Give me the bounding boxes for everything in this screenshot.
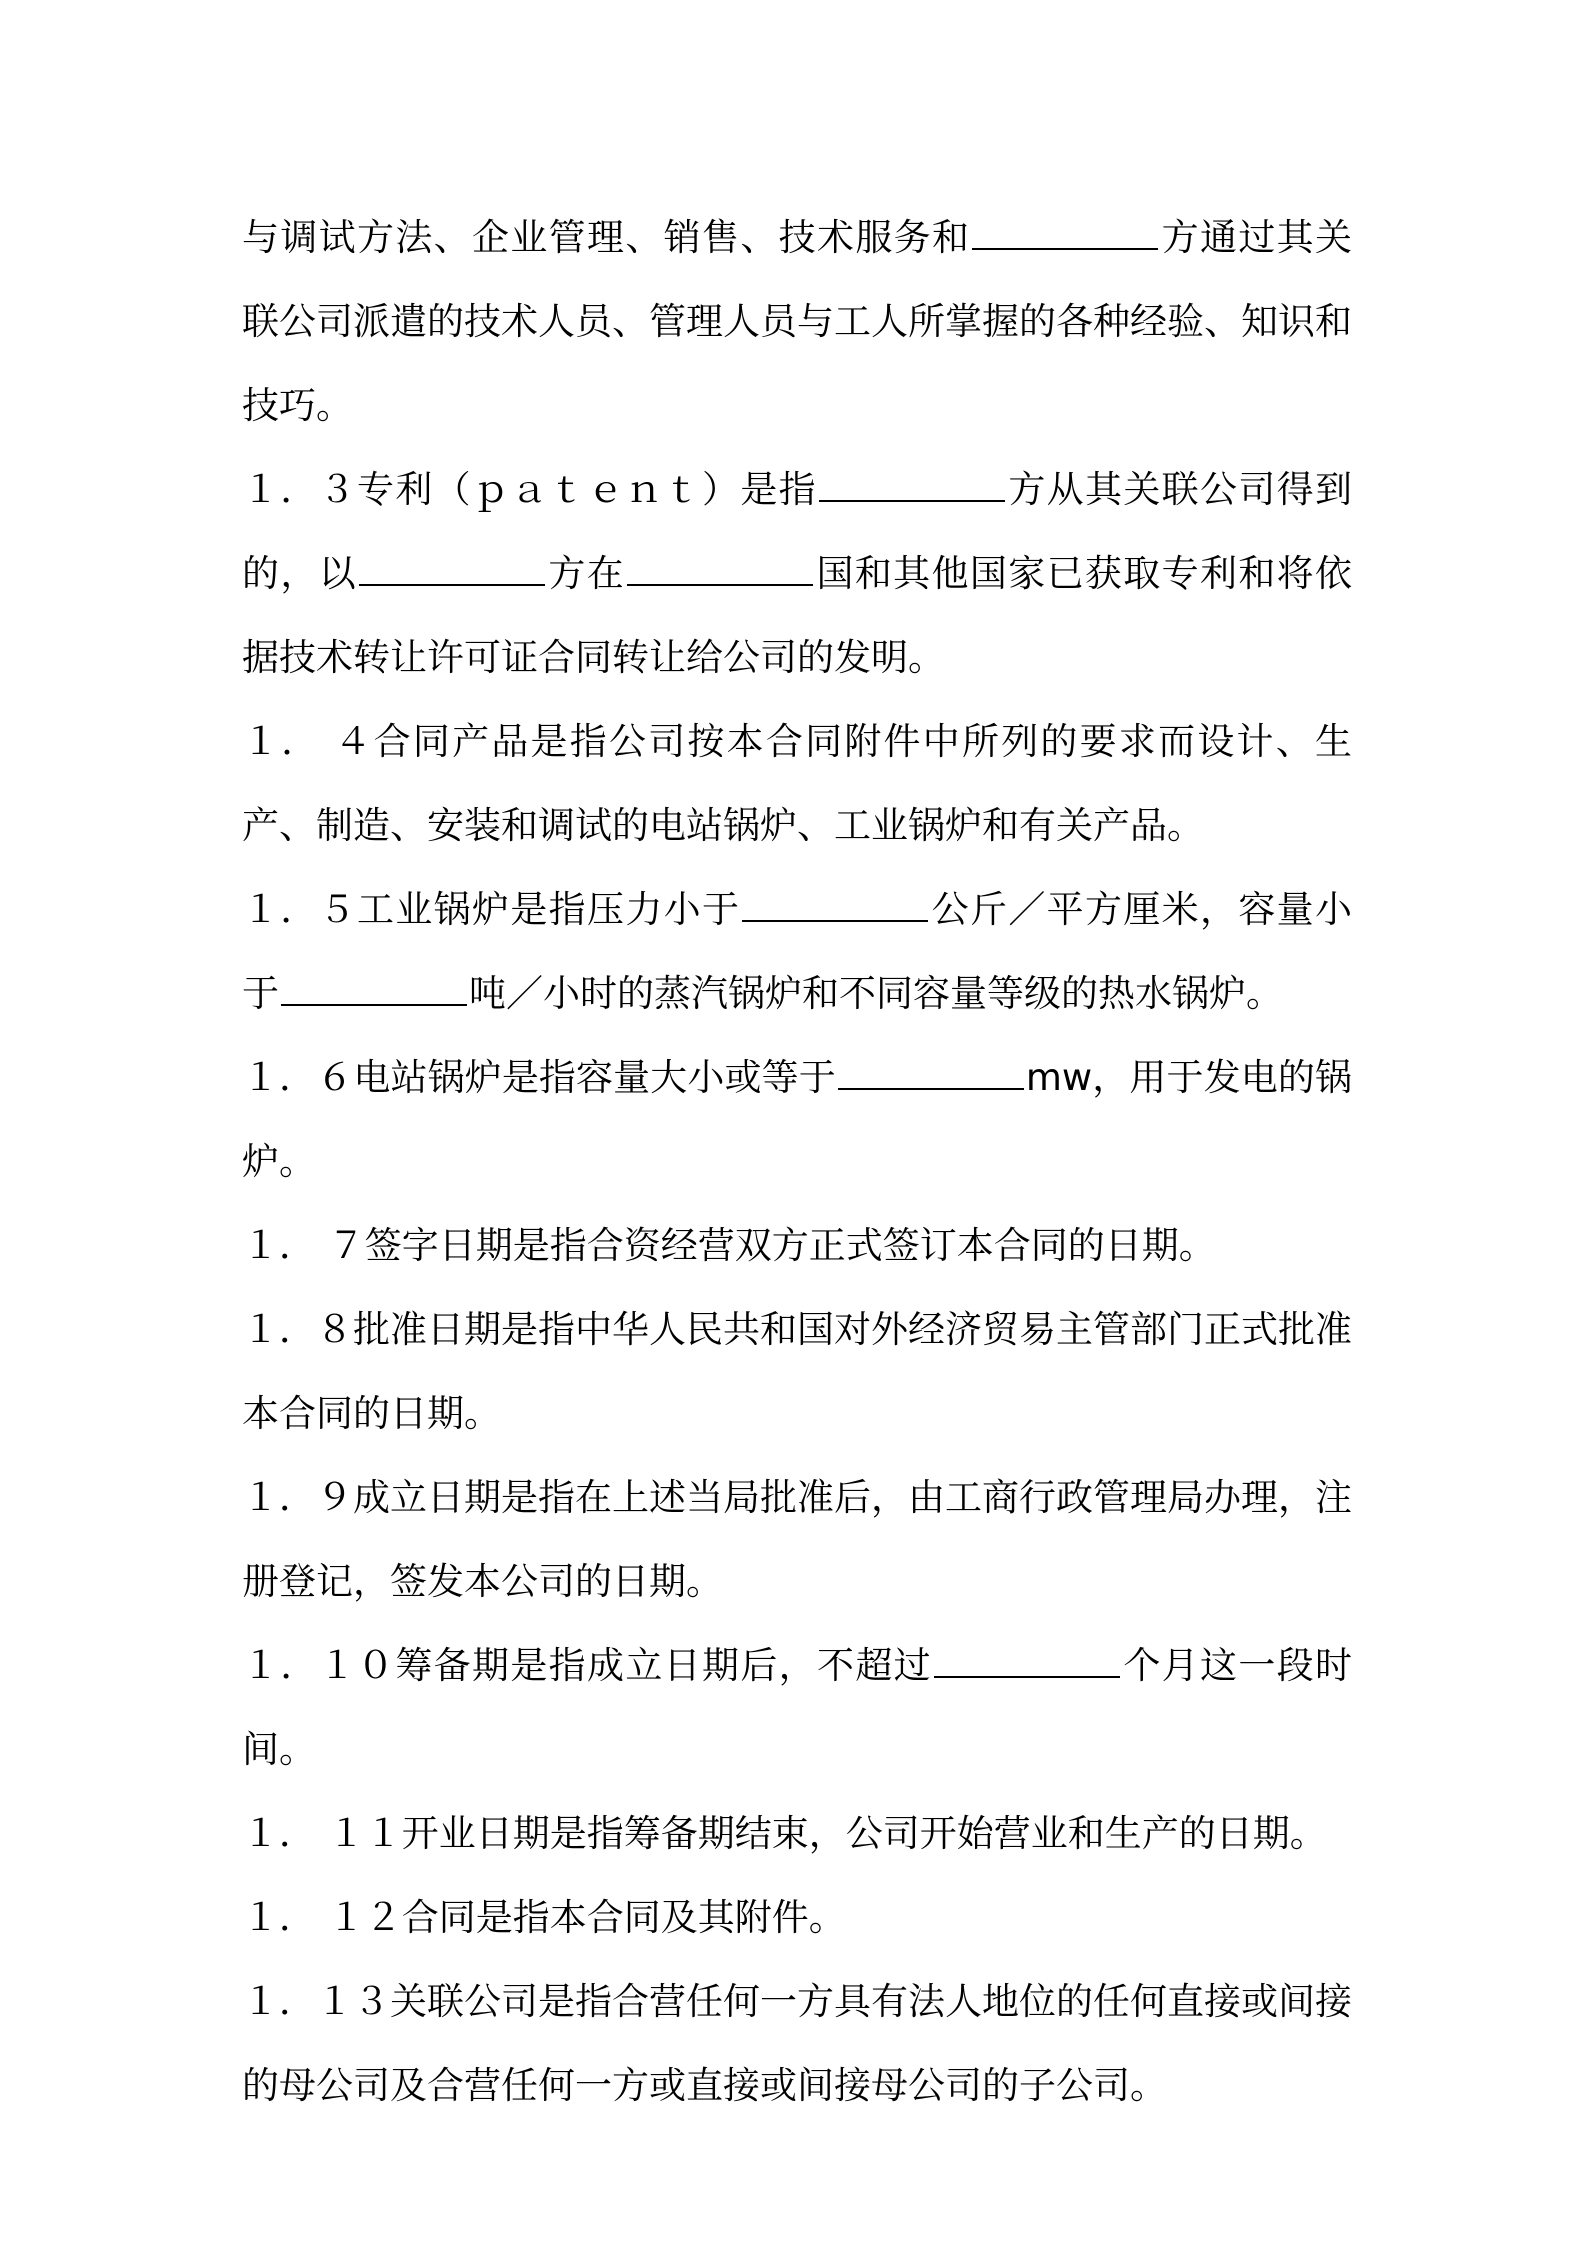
paragraph-1-11-opening-date — [242, 1792, 1352, 1876]
text-segment: １．６电站锅炉是指容量大小或等于 — [242, 1056, 836, 1099]
text-segment: １．１０筹备期是指成立日期后，不超过 — [242, 1644, 932, 1687]
text-segment: 方在 — [547, 552, 626, 595]
fill-in-blank — [359, 554, 545, 586]
paragraph-1-4-contract-products — [242, 700, 1352, 868]
text-segment: １． ７签字日期是指合资经营双方正式签订本合同的日期。 — [242, 1224, 1216, 1267]
fill-in-blank — [838, 1058, 1024, 1090]
document-body — [242, 196, 1352, 2128]
text-segment: 吨／小时的蒸汽锅炉和不同容量等级的热水锅炉。 — [469, 972, 1283, 1015]
paragraph-1-3-patent — [242, 448, 1352, 700]
paragraph-1-8-approval-date — [242, 1288, 1352, 1456]
text-segment: 个月这一段时间。 — [242, 1644, 1352, 1771]
fill-in-blank — [972, 218, 1158, 250]
fill-in-blank — [934, 1646, 1120, 1678]
paragraph-1-13-affiliated-company — [242, 1960, 1352, 2128]
text-segment: １．８批准日期是指中华人民共和国对外经济贸易主管部门正式批准本合同的日期。 — [242, 1308, 1352, 1435]
text-segment: 国和其他国家已获取专利和将依据技术转让许可证合同转让给公司的发明。 — [242, 552, 1353, 679]
paragraph-1-2-continued — [242, 196, 1352, 448]
text-segment: 方通过其关联公司派遣的技术人员、管理人员与工人所掌握的各种经验、知识和技巧。 — [242, 216, 1353, 427]
paragraph-1-6-power-station-boiler — [242, 1036, 1352, 1204]
fill-in-blank — [819, 470, 1005, 502]
text-segment: 公斤／平方厘米，容量小于 — [242, 888, 1353, 1015]
text-segment: １．９成立日期是指在上述当局批准后，由工商行政管理局办理，注册登记，签发本公司的日期。 — [242, 1476, 1352, 1603]
text-segment: １． １１开业日期是指筹备期结束，公司开始营业和生产的日期。 — [242, 1812, 1327, 1855]
text-segment: mw，用于发电的锅炉。 — [242, 1056, 1352, 1183]
paragraph-1-7-signing-date — [242, 1204, 1352, 1288]
text-segment: １． ４合同产品是指公司按本合同附件中所列的要求而设计、生产、制造、安装和调试的电站锅炉、工业锅炉和有关产品。 — [242, 720, 1352, 847]
fill-in-blank — [281, 974, 467, 1006]
paragraph-1-9-establishment-date — [242, 1456, 1352, 1624]
text-segment: 方从其关联公司得到的，以 — [242, 468, 1352, 595]
paragraph-1-12-contract — [242, 1876, 1352, 1960]
text-segment: １．５工业锅炉是指压力小于 — [242, 888, 741, 931]
paragraph-1-5-industrial-boiler — [242, 868, 1352, 1036]
text-segment: １．３专利（ｐａｔｅｎｔ）是指 — [242, 468, 817, 511]
text-segment: １．１３关联公司是指合营任何一方具有法人地位的任何直接或间接的母公司及合营任何一方或直接或间接母公司的子公司。 — [242, 1980, 1352, 2107]
text-segment: １． １２合同是指本合同及其附件。 — [242, 1896, 846, 1939]
fill-in-blank — [627, 554, 813, 586]
paragraph-1-10-preparation-period — [242, 1624, 1352, 1792]
fill-in-blank — [742, 890, 928, 922]
text-segment: 与调试方法、企业管理、销售、技术服务和 — [242, 216, 971, 259]
